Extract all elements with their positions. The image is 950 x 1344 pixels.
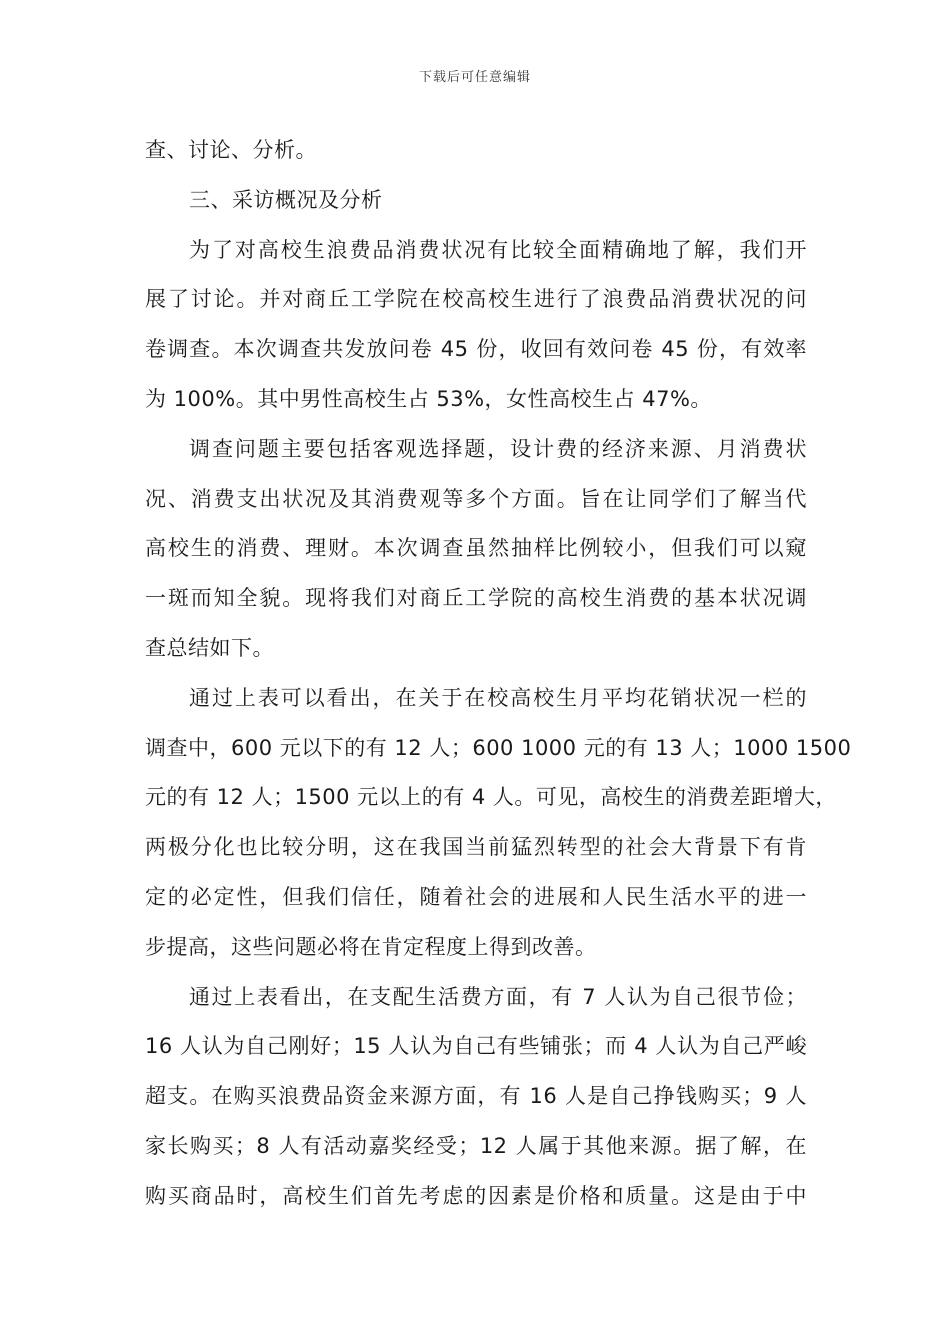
text-line: 展了讨论。并对商丘工学院在校高校生进行了浪费品消费状况的问 <box>145 287 807 312</box>
text-line: 查、讨论、分析。 <box>145 138 317 162</box>
text-line: 况、消费支出状况及其消费观等多个方面。旨在让同学们了解当代 <box>145 486 807 511</box>
text-line: 调查问题主要包括客观选择题，设计费的经济来源、月消费状 <box>189 436 807 461</box>
text-line: 通过上表看出，在支配生活费方面，有 7 人认为自己很节俭； <box>189 984 807 1009</box>
page-header: 下载后可任意编辑 <box>418 70 531 85</box>
text-line: 为了对高校生浪费品消费状况有比较全面精确地了解，我们开 <box>189 237 807 262</box>
text-line: 一斑而知全貌。现将我们对商丘工学院的高校生消费的基本状况调 <box>145 586 807 611</box>
text-line: 查总结如下。 <box>145 635 274 660</box>
section-heading: 三、采访概况及分析 <box>189 187 383 212</box>
text-line: 16 人认为自己刚好；15 人认为自己有些铺张；而 4 人认为自己严峻 <box>145 1034 807 1059</box>
text-line: 定的必定性，但我们信任，随着社会的进展和人民生活水平的进一 <box>145 884 807 909</box>
text-line: 卷调查。本次调查共发放问卷 45 份，收回有效问卷 45 份，有效率 <box>145 337 807 362</box>
text-line: 两极分化也比较分明，这在我国当前猛烈转型的社会大背景下有肯 <box>145 835 807 860</box>
text-line: 为 100%。其中男性高校生占 53%，女性高校生占 47%。 <box>145 386 712 411</box>
text-line: 通过上表可以看出，在关于在校高校生月平均花销状况一栏的 <box>189 685 807 710</box>
text-line: 高校生的消费、理财。本次调查虽然抽样比例较小，但我们可以窥 <box>145 536 807 561</box>
text-line: 购买商品时，高校生们首先考虑的因素是价格和质量。这是由于中 <box>145 1183 807 1208</box>
text-line: 家长购买；8 人有活动嘉奖经受；12 人属于其他来源。据了解，在 <box>145 1133 807 1158</box>
text-line: 步提高，这些问题必将在肯定程度上得到改善。 <box>145 934 597 959</box>
text-line: 元的有 12 人；1500 元以上的有 4 人。可见，高校生的消费差距增大， <box>145 785 837 810</box>
document-body <box>145 130 852 1226</box>
text-line: 调查中，600 元以下的有 12 人；600 1000 元的有 13 人；1000 1500 <box>145 735 852 760</box>
text-line: 超支。在购买浪费品资金来源方面，有 16 人是自己挣钱购买；9 人 <box>145 1084 807 1109</box>
